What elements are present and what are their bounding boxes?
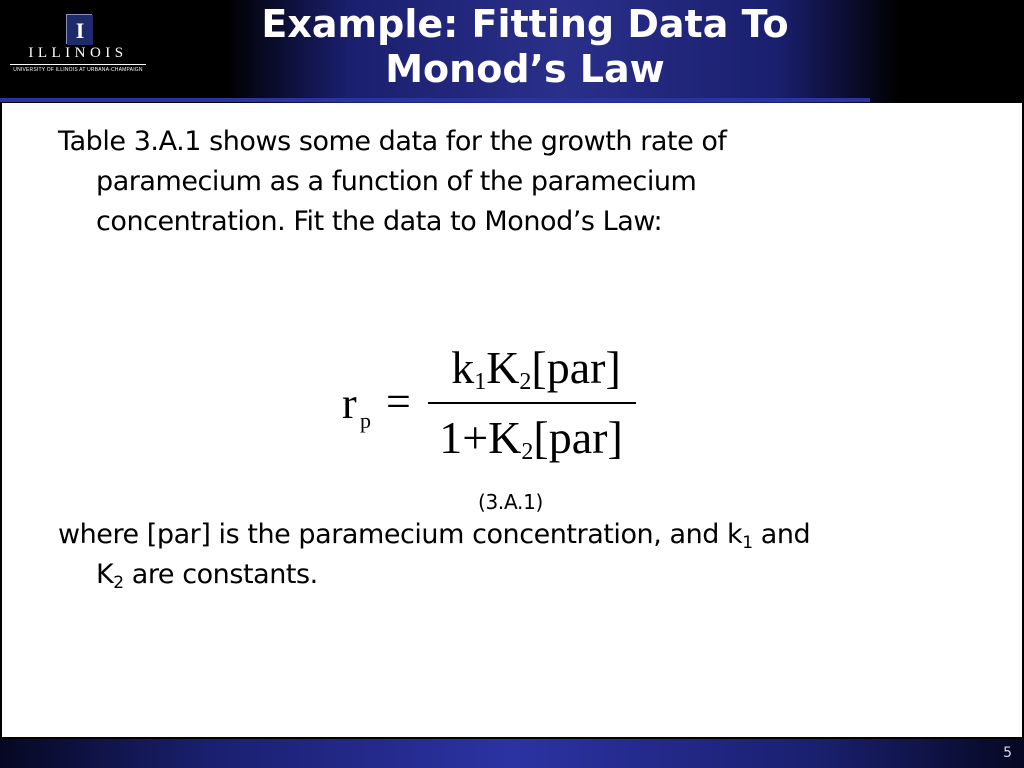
logo-divider — [10, 64, 146, 65]
outro-line-1 — [58, 515, 958, 555]
slide-footer — [0, 737, 1024, 768]
monod-equation — [338, 341, 658, 471]
slide-title — [215, 2, 835, 92]
outro-line-1-text: where [par] is the paramecium concentration, and k — [58, 519, 743, 550]
numerator-K: K — [486, 342, 520, 393]
logo-subline: UNIVERSITY OF ILLINOIS AT URBANA-CHAMPAIGN — [13, 67, 143, 73]
equation-denominator — [420, 411, 642, 479]
denominator-par: [par] — [533, 412, 623, 463]
outro-line-2-K: K — [96, 559, 114, 590]
slide-title-line-1: Example: Fitting Data To — [261, 2, 789, 46]
outro-line-2 — [58, 555, 958, 595]
slide-body — [0, 103, 1024, 737]
slide-header — [0, 0, 1024, 103]
outro-paragraph — [58, 515, 958, 595]
numerator-K-subscript: 2 — [519, 369, 532, 395]
university-logo — [8, 14, 148, 74]
denominator-one: 1 — [439, 412, 463, 463]
page-number: 5 — [1003, 745, 1012, 761]
numerator-par: [par] — [531, 342, 621, 393]
outro-K-subscript: 2 — [113, 573, 124, 593]
slide-title-line-2: Monod’s Law — [385, 47, 665, 91]
block-i-icon — [66, 14, 92, 44]
equation-lhs: r — [342, 379, 357, 428]
equation-numerator — [434, 341, 638, 409]
intro-paragraph — [58, 122, 958, 242]
denominator-plus: + — [462, 412, 489, 463]
outro-k-subscript: 1 — [742, 533, 753, 553]
intro-line-1: Table 3.A.1 shows some data for the growth rate of — [58, 126, 727, 157]
equation-number: (3.A.1) — [478, 490, 543, 514]
logo-mark-letter: I — [75, 18, 85, 43]
equation-equals-sign: = — [386, 377, 411, 426]
fraction-bar — [428, 402, 636, 404]
outro-line-1-end: and — [752, 519, 811, 550]
numerator-k: k — [451, 342, 475, 393]
equation-lhs-subscript: p — [360, 408, 371, 433]
logo-wordmark: ILLINOIS — [28, 45, 128, 61]
intro-line-2: paramecium as a function of the paramecium — [96, 166, 697, 197]
header-rule — [0, 98, 870, 102]
denominator-K-subscript: 2 — [521, 439, 534, 465]
outro-line-2-text: are constants. — [123, 559, 318, 590]
intro-line-3: concentration. Fit the data to Monod’s Law: — [96, 206, 663, 237]
numerator-k-subscript: 1 — [474, 369, 487, 395]
denominator-K: K — [488, 412, 522, 463]
